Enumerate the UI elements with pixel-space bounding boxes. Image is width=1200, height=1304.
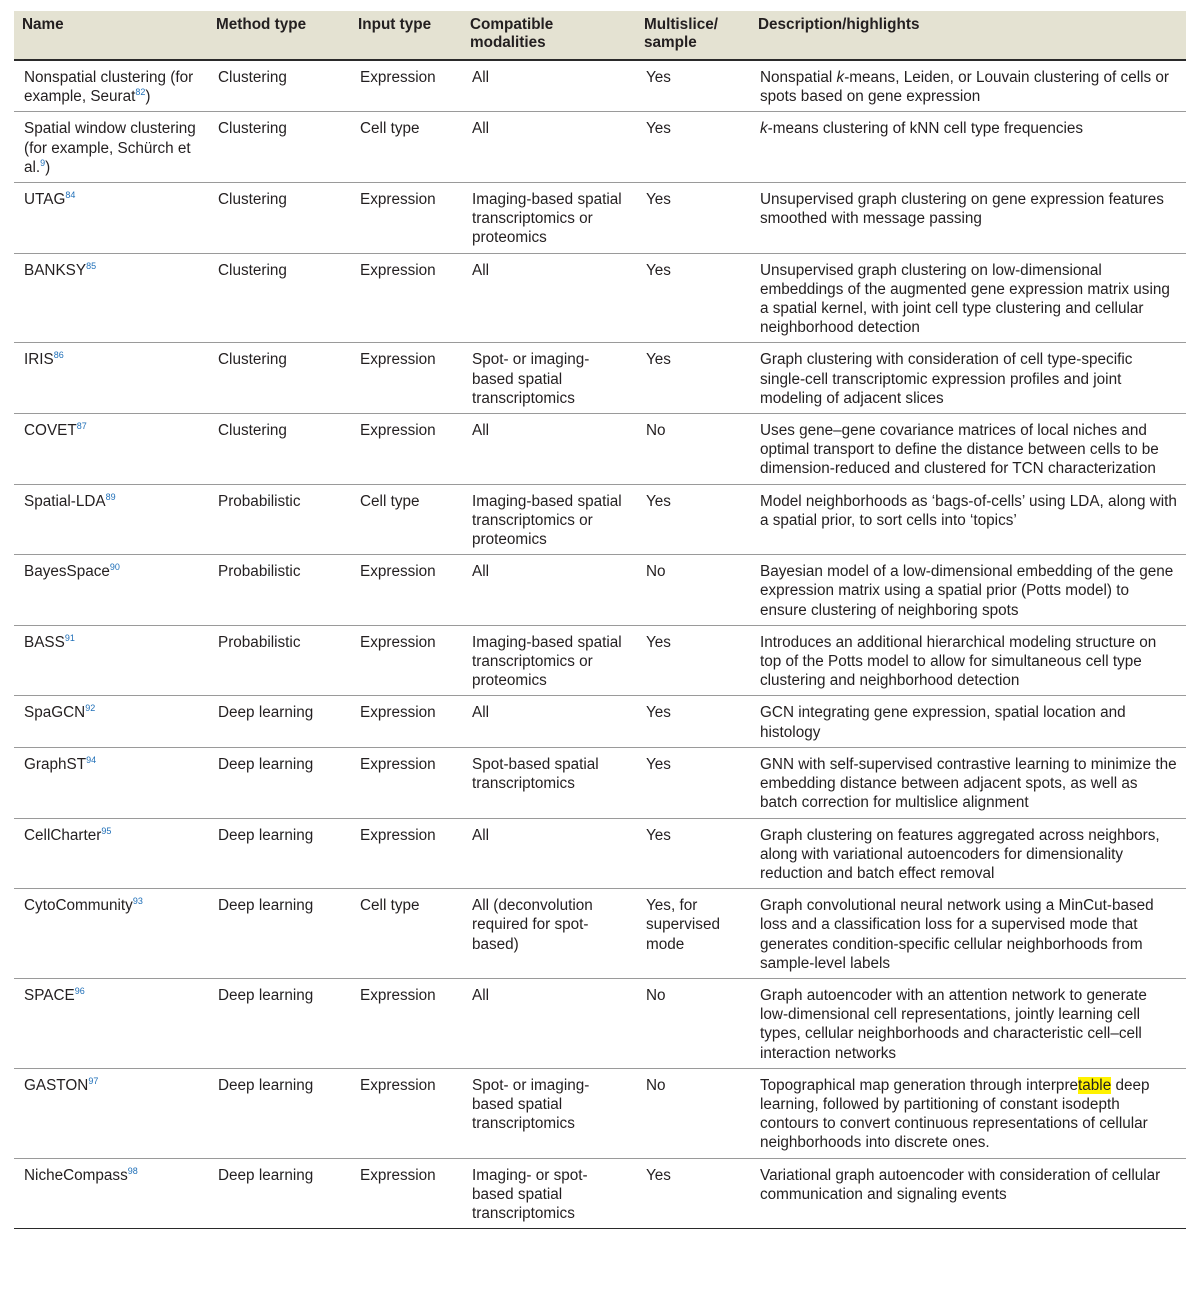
cell-input-type: Expression <box>350 343 462 414</box>
description-italic: k <box>760 120 768 138</box>
method-name: SpaGCN <box>24 704 86 722</box>
table-row <box>14 253 1186 343</box>
cell-description <box>750 625 1186 696</box>
cell-method-type: Clustering <box>208 183 350 254</box>
cell-input-type: Expression <box>350 1068 462 1158</box>
cell-input-type: Cell type <box>350 112 462 183</box>
cell-method-type: Clustering <box>208 414 350 485</box>
description-text: Uses gene–gene covariance matrices of local niches and optimal transport to define the distance between cells to be dimension-reduced and clustered for TCN characterization <box>760 422 1159 478</box>
reference-number: 87 <box>76 421 87 432</box>
cell-name <box>14 484 208 555</box>
cell-description <box>750 978 1186 1068</box>
table-row <box>14 484 1186 555</box>
cell-multislice: Yes <box>636 747 750 818</box>
cell-multislice: No <box>636 555 750 626</box>
cell-multislice: Yes <box>636 253 750 343</box>
reference-number: 84 <box>65 190 76 201</box>
method-name: UTAG <box>24 191 66 209</box>
method-name: Nonspatial clustering (for example, Seurat <box>24 69 194 106</box>
cell-name <box>14 555 208 626</box>
cell-modalities: All <box>462 818 636 889</box>
cell-input-type: Expression <box>350 555 462 626</box>
description-text: Graph clustering with consideration of cell type-specific single-cell transcriptomic expression profiles and joint modeling of adjacent slices <box>760 351 1133 407</box>
cell-modalities: Imaging-based spatial transcriptomics or proteomics <box>462 625 636 696</box>
cell-input-type: Cell type <box>350 889 462 979</box>
cell-method-type: Probabilistic <box>208 625 350 696</box>
method-name: Spatial-LDA <box>24 492 106 510</box>
cell-multislice: Yes <box>636 625 750 696</box>
cell-method-type: Deep learning <box>208 696 350 747</box>
cell-description <box>750 696 1186 747</box>
cell-description <box>750 889 1186 979</box>
cell-name <box>14 183 208 254</box>
highlighted-text: table <box>1078 1076 1112 1094</box>
description-text: Unsupervised graph clustering on low-dimensional embeddings of the augmented gene expression matrix using a spatial kernel, with joint cell type clustering and cellular neighborhood detection <box>760 261 1170 337</box>
method-name: COVET <box>24 422 77 440</box>
cell-name <box>14 747 208 818</box>
cell-modalities: All <box>462 555 636 626</box>
table-row <box>14 747 1186 818</box>
description-text: Unsupervised graph clustering on gene expression features smoothed with message passing <box>760 191 1164 228</box>
method-name: Spatial window clustering (for example, Schürch et al. <box>24 120 196 176</box>
cell-input-type: Expression <box>350 747 462 818</box>
reference-number: 96 <box>74 985 85 996</box>
header-modalities: Compatible modalities <box>462 11 636 60</box>
cell-description <box>750 818 1186 889</box>
cell-description <box>750 555 1186 626</box>
cell-modalities: All (deconvolution required for spot-based) <box>462 889 636 979</box>
reference-number: 98 <box>127 1165 138 1176</box>
table-row <box>14 60 1186 112</box>
method-name: IRIS <box>24 351 54 369</box>
cell-modalities: All <box>462 696 636 747</box>
table-row <box>14 625 1186 696</box>
cell-name <box>14 414 208 485</box>
cell-description <box>750 1068 1186 1158</box>
cell-multislice: Yes <box>636 112 750 183</box>
description-text: Variational graph autoencoder with consideration of cellular communication and signaling events <box>760 1166 1161 1203</box>
table-row <box>14 818 1186 889</box>
cell-name <box>14 696 208 747</box>
cell-modalities: All <box>462 60 636 112</box>
cell-modalities: Imaging-based spatial transcriptomics or proteomics <box>462 484 636 555</box>
cell-method-type: Deep learning <box>208 1068 350 1158</box>
method-name: SPACE <box>24 986 75 1004</box>
cell-method-type: Probabilistic <box>208 484 350 555</box>
cell-method-type: Clustering <box>208 343 350 414</box>
table-row <box>14 889 1186 979</box>
cell-method-type: Deep learning <box>208 889 350 979</box>
cell-modalities: All <box>462 253 636 343</box>
reference-number: 85 <box>86 260 97 271</box>
reference-number: 95 <box>101 825 112 836</box>
cell-method-type: Deep learning <box>208 1158 350 1229</box>
cell-input-type: Expression <box>350 1158 462 1229</box>
header-method-type: Method type <box>208 11 350 60</box>
description-text: Introduces an additional hierarchical modeling structure on top of the Potts model to allow for simultaneous cell type clustering and neighborhood detection <box>760 633 1157 690</box>
table-row <box>14 696 1186 747</box>
cell-input-type: Expression <box>350 60 462 112</box>
methods-table <box>14 11 1186 1229</box>
cell-input-type: Expression <box>350 978 462 1068</box>
cell-input-type: Expression <box>350 625 462 696</box>
table-row <box>14 343 1186 414</box>
cell-name <box>14 1068 208 1158</box>
cell-multislice: No <box>636 414 750 485</box>
method-name: GASTON <box>24 1076 89 1094</box>
method-name: CellCharter <box>24 826 102 844</box>
cell-name <box>14 60 208 112</box>
description-text: GNN with self-supervised contrastive learning to minimize the embedding distance between adjacent spots, as well as batch correction for multislice alignment <box>760 755 1177 812</box>
reference-number: 91 <box>64 632 75 643</box>
cell-description <box>750 484 1186 555</box>
cell-input-type: Expression <box>350 818 462 889</box>
cell-description <box>750 112 1186 183</box>
cell-multislice: Yes <box>636 696 750 747</box>
cell-input-type: Expression <box>350 696 462 747</box>
cell-name <box>14 253 208 343</box>
cell-name <box>14 818 208 889</box>
cell-multislice: Yes <box>636 484 750 555</box>
method-name: NicheCompass <box>24 1166 128 1184</box>
table-row <box>14 1068 1186 1158</box>
cell-name <box>14 1158 208 1229</box>
reference-number: 89 <box>105 491 116 502</box>
cell-multislice: Yes <box>636 60 750 112</box>
description-text: GCN integrating gene expression, spatial location and histology <box>760 704 1126 741</box>
description-text: -means, Leiden, or Louvain clustering of cells or spots based on gene expression <box>760 69 1169 106</box>
cell-method-type: Clustering <box>208 60 350 112</box>
reference-number: 94 <box>86 754 97 765</box>
cell-multislice: Yes <box>636 343 750 414</box>
cell-multislice: Yes <box>636 818 750 889</box>
description-text: Bayesian model of a low-dimensional embedding of the gene expression matrix using a spatial prior (Potts model) to ensure clustering of neighboring spots <box>760 563 1174 619</box>
cell-multislice: Yes, for supervised mode <box>636 889 750 979</box>
header-input-type: Input type <box>350 11 462 60</box>
method-name-suffix: ) <box>45 158 51 176</box>
table-row <box>14 183 1186 254</box>
cell-description <box>750 183 1186 254</box>
method-name-suffix: ) <box>145 88 151 106</box>
header-name: Name <box>14 11 208 60</box>
table-row <box>14 1158 1186 1229</box>
description-text: Graph clustering on features aggregated across neighbors, along with variational autoencoders for dimensionality reduction and batch effect removal <box>760 826 1160 882</box>
method-name: CytoCommunity <box>24 897 133 915</box>
reference-number: 92 <box>85 703 96 714</box>
reference-number: 9 <box>40 157 46 168</box>
cell-method-type: Clustering <box>208 112 350 183</box>
table-row <box>14 414 1186 485</box>
header-description: Description/highlights <box>750 11 1186 60</box>
cell-method-type: Deep learning <box>208 818 350 889</box>
cell-modalities: All <box>462 112 636 183</box>
cell-modalities: All <box>462 414 636 485</box>
cell-name <box>14 343 208 414</box>
cell-description <box>750 747 1186 818</box>
cell-name <box>14 625 208 696</box>
description-italic: k <box>836 69 845 86</box>
cell-name <box>14 112 208 183</box>
reference-number: 93 <box>132 896 143 907</box>
cell-method-type: Clustering <box>208 253 350 343</box>
cell-input-type: Cell type <box>350 484 462 555</box>
cell-input-type: Expression <box>350 183 462 254</box>
description-prefix: Nonspatial <box>760 69 837 86</box>
cell-description <box>750 60 1186 112</box>
cell-multislice: Yes <box>636 183 750 254</box>
cell-multislice: Yes <box>636 1158 750 1229</box>
reference-number: 86 <box>53 350 64 361</box>
reference-number: 97 <box>88 1075 99 1086</box>
method-name: BASS <box>24 633 65 651</box>
cell-modalities: Imaging- or spot-based spatial transcriptomics <box>462 1158 636 1229</box>
table-row <box>14 112 1186 183</box>
header-multislice: Multislice/ sample <box>636 11 750 60</box>
table-row <box>14 555 1186 626</box>
cell-input-type: Expression <box>350 253 462 343</box>
cell-description <box>750 343 1186 414</box>
description-text: Graph convolutional neural network using a MinCut-based loss and a classification loss for a supervised mode that generates condition-specific cellular neighborhoods from sample-level labels <box>760 897 1154 972</box>
cell-modalities: Spot-based spatial transcriptomics <box>462 747 636 818</box>
reference-number: 82 <box>135 87 146 98</box>
cell-name <box>14 978 208 1068</box>
cell-description <box>750 1158 1186 1229</box>
description-text: -means clustering of kNN cell type frequencies <box>767 120 1084 138</box>
cell-modalities: All <box>462 978 636 1068</box>
cell-input-type: Expression <box>350 414 462 485</box>
cell-modalities: Spot- or imaging-based spatial transcriptomics <box>462 343 636 414</box>
cell-method-type: Deep learning <box>208 747 350 818</box>
method-name: GraphST <box>24 755 87 773</box>
method-name: BayesSpace <box>24 563 110 581</box>
cell-modalities: Imaging-based spatial transcriptomics or proteomics <box>462 183 636 254</box>
cell-multislice: No <box>636 1068 750 1158</box>
description-text: Graph autoencoder with an attention network to generate low-dimensional cell representations, jointly learning cell types, cellular neighborhoods and characteristic cell–cell interaction networks <box>760 986 1147 1062</box>
reference-number: 90 <box>109 562 120 573</box>
cell-method-type: Deep learning <box>208 978 350 1068</box>
description-text: deep learning, followed by partitioning of constant isodepth contours to convert continuous representations of cellular neighborhoods into discrete ones. <box>760 1076 1150 1152</box>
cell-description <box>750 253 1186 343</box>
table-row <box>14 978 1186 1068</box>
cell-multislice: No <box>636 978 750 1068</box>
cell-description <box>750 414 1186 485</box>
table-header-row <box>14 11 1186 60</box>
cell-method-type: Probabilistic <box>208 555 350 626</box>
method-name: BANKSY <box>24 261 87 279</box>
description-text: Model neighborhoods as ‘bags-of-cells’ using LDA, along with a spatial prior, to sort cells into ‘topics’ <box>760 492 1177 529</box>
description-prefix: Topographical map generation through interpre <box>760 1076 1079 1094</box>
cell-modalities: Spot- or imaging-based spatial transcriptomics <box>462 1068 636 1158</box>
cell-name <box>14 889 208 979</box>
